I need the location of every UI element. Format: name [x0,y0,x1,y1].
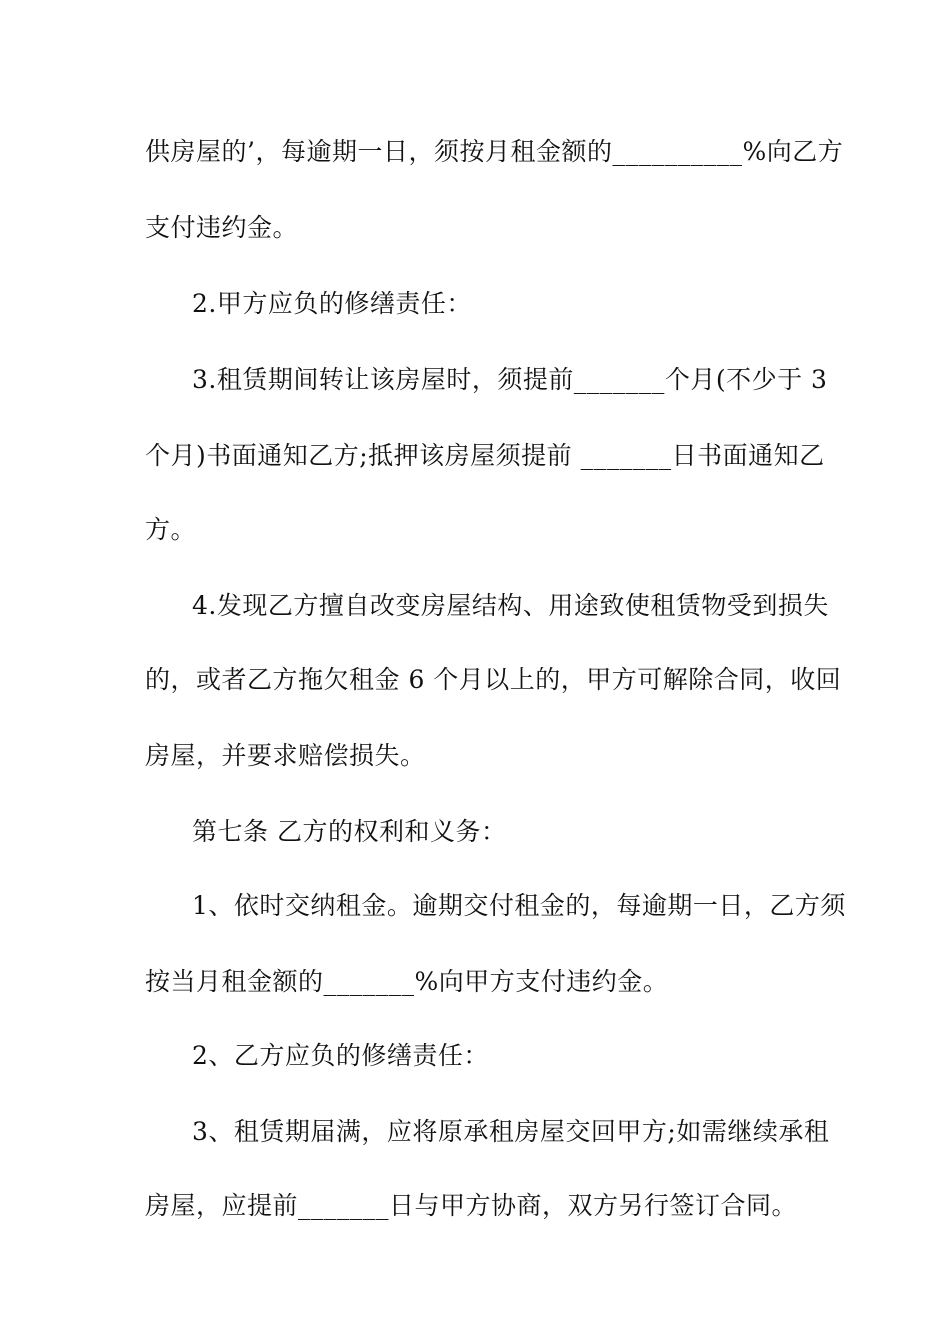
paragraph-line: 个月)书面通知乙方;抵押该房屋须提前 _______日书面通知乙 [145,441,825,470]
paragraph-line: 供房屋的’，每逾期一日，须按月租金额的__________%向乙方 [145,137,844,166]
paragraph-line: 房屋，并要求赔偿损失。 [145,741,426,770]
paragraph-line: 1、依时交纳租金。逾期交付租金的，每逾期一日，乙方须 [192,891,846,920]
paragraph-line: 房屋，应提前_______日与甲方协商，双方另行签订合同。 [145,1191,798,1220]
paragraph-line: 3.租赁期间转让该房屋时，须提前_______个月(不少于 3 [192,365,828,394]
paragraph-line: 2.甲方应负的修缮责任： [192,289,472,318]
paragraph-line: 2、乙方应负的修缮责任： [192,1041,489,1070]
paragraph-line: 按当月租金额的_______%向甲方支付违约金。 [145,967,669,996]
section-heading: 第七条 乙方的权利和义务： [192,817,507,846]
paragraph-line: 支付违约金。 [145,213,299,242]
paragraph-line: 4.发现乙方擅自改变房屋结构、用途致使租赁物受到损失 [192,591,829,620]
paragraph-line: 方。 [145,515,197,544]
paragraph-line: 3、租赁期届满，应将原承租房屋交回甲方;如需继续承租 [192,1117,830,1146]
paragraph-line: 的，或者乙方拖欠租金 6 个月以上的，甲方可解除合同，收回 [145,665,842,694]
